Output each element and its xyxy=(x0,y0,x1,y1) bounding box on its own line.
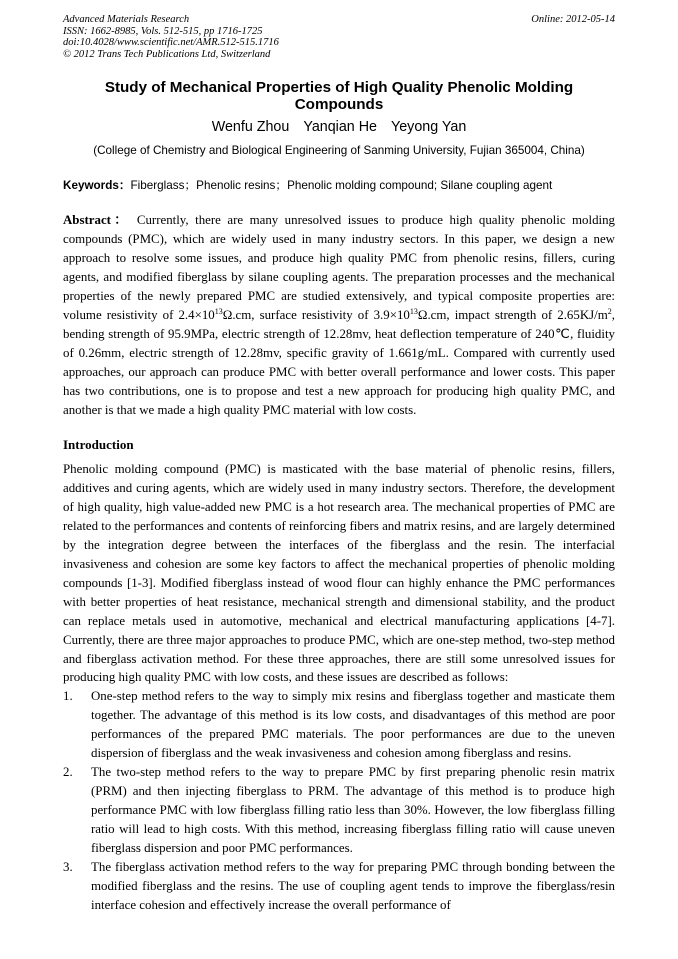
list-item xyxy=(63,858,615,915)
journal-name: Advanced Materials Research xyxy=(63,14,190,25)
issues-list xyxy=(63,687,615,914)
abstract xyxy=(63,211,615,419)
introduction-paragraph: Phenolic molding compound (PMC) is masticated with the base material of phenolic resins, fillers, additives and curing agents, which are widely used in many industry sectors. Therefore, the development of high quality, high value-added new PMC is a hot research area. The mechanical properties of PMC are related to the performances and contents of reinforcing fibers and matrix resins, and are largely determined by the integration degree between the interfaces of the fiberglass and the resin. The interfacial invasiveness and cohesion are some key factors to affect the mechanical properties of phenolic molding compounds [1-3]. Modified fiberglass instead of wood flour can highly enhance the PMC performances with better properties of heat resistance, mechanical strength and dimensional stability, and the product can replace metals used in automotive, mechanical and electrical manufacturing applications [4-7]. Currently, there are three major approaches to produce PMC, which are one-step method, two-step method and fiberglass activation method. For these three approaches, there are still some unresolved issues for producing high quality PMC with low costs, and these issues are described as follows: xyxy=(63,462,615,685)
list-number: 2. xyxy=(63,765,73,780)
affiliation: (College of Chemistry and Biological Engineering of Sanming University, Fujian 365004, China) xyxy=(93,144,585,157)
abstract-text: Currently, there are many unresolved issues to produce high quality phenolic molding compounds (PMC), which are widely used in many industry sectors. In this paper, we design a new approach to resolve some issues, and produce high quality PMC from phenolic resins, fillers, curing agents, and modified fiberglass by silane coupling agents. The preparation processes and the mechanical properties of the newly prepared PMC are studied extensively, and typical composite properties are: volume resistivity of 2.4×10 xyxy=(63,213,616,322)
doi-line: doi:10.4028/www.scientific.net/AMR.512-515.1716 xyxy=(63,37,279,49)
list-number: 3. xyxy=(63,860,73,875)
introduction-section xyxy=(63,460,615,915)
abstract-text: Ω.cm, surface resistivity of 3.9×10 xyxy=(222,307,410,322)
list-item xyxy=(63,763,615,858)
keywords xyxy=(63,178,615,194)
paper-title: Study of Mechanical Properties of High Quality Phenolic Molding Compounds xyxy=(104,79,574,113)
exponent: 13 xyxy=(409,306,418,316)
author: Yanqian He xyxy=(303,119,377,135)
author-list xyxy=(63,118,615,136)
section-heading-introduction: Introduction xyxy=(63,437,134,452)
online-date: Online: 2012-05-14 xyxy=(531,14,615,25)
list-item-text: The two-step method refers to the way to prepare PMC by first preparing phenolic resin matrix (PRM) and then injecting fiberglass to PRM. The advantage of this method is to produce high performance PMC with low fiberglass filling ratio less than 30%. However, the low fiberglass filling ratio will lead to high costs. With this method, increasing fiberglass filling ratio will cause uneven fiberglass dispersion and poor PMC performances. xyxy=(91,765,615,856)
list-number: 1. xyxy=(63,689,73,704)
issn-line: ISSN: 1662-8985, Vols. 512-515, pp 1716-1725 xyxy=(63,25,263,37)
keywords-label: Keywords： xyxy=(63,179,131,192)
exponent: 13 xyxy=(214,306,223,316)
list-item-text: One-step method refers to the way to simply mix resins and fiberglass together and masticate them together. The advantage of this method is its low costs, and disadvantages of this method are poor performances of the prepared PMC materials. The poor performances are due to the uneven dispersion of fiberglass and the weak invasiveness and cohesion among fiberglass and resins. xyxy=(91,689,615,761)
list-item xyxy=(63,687,615,763)
abstract-text: , bending strength of 95.9MPa, electric strength of 12.28mv, heat deflection temperature of 240℃, fluidity of 0.26mm, electric strength of 12.28mv, specific gravity of 1.661g/mL. Compared with currently used approaches, our approach can produce PMC with better overall performance and lower costs. This paper has two contributions, one is to propose and test a new approach for producing high quality PMC, and another is that we made a high quality PMC material with low costs. xyxy=(63,307,615,417)
copyright-line: © 2012 Trans Tech Publications Ltd, Switzerland xyxy=(63,48,271,60)
abstract-label: Abstract： xyxy=(63,213,131,227)
author: Yeyong Yan xyxy=(391,119,467,135)
list-item-text: The fiberglass activation method refers to the way for preparing PMC through bonding between the modified fiberglass and the resins. The use of coupling agent tends to improve the fiberglass/resin interface cohesion and effectively increase the overall performance of xyxy=(91,860,615,912)
keywords-text: Fiberglass；Phenolic resins；Phenolic molding compound; Silane coupling agent xyxy=(130,179,553,192)
author: Wenfu Zhou xyxy=(211,119,290,135)
exponent: 2 xyxy=(607,306,612,316)
abstract-text: Ω.cm, impact strength of 2.65KJ/m xyxy=(417,307,608,322)
journal-header xyxy=(63,14,615,60)
